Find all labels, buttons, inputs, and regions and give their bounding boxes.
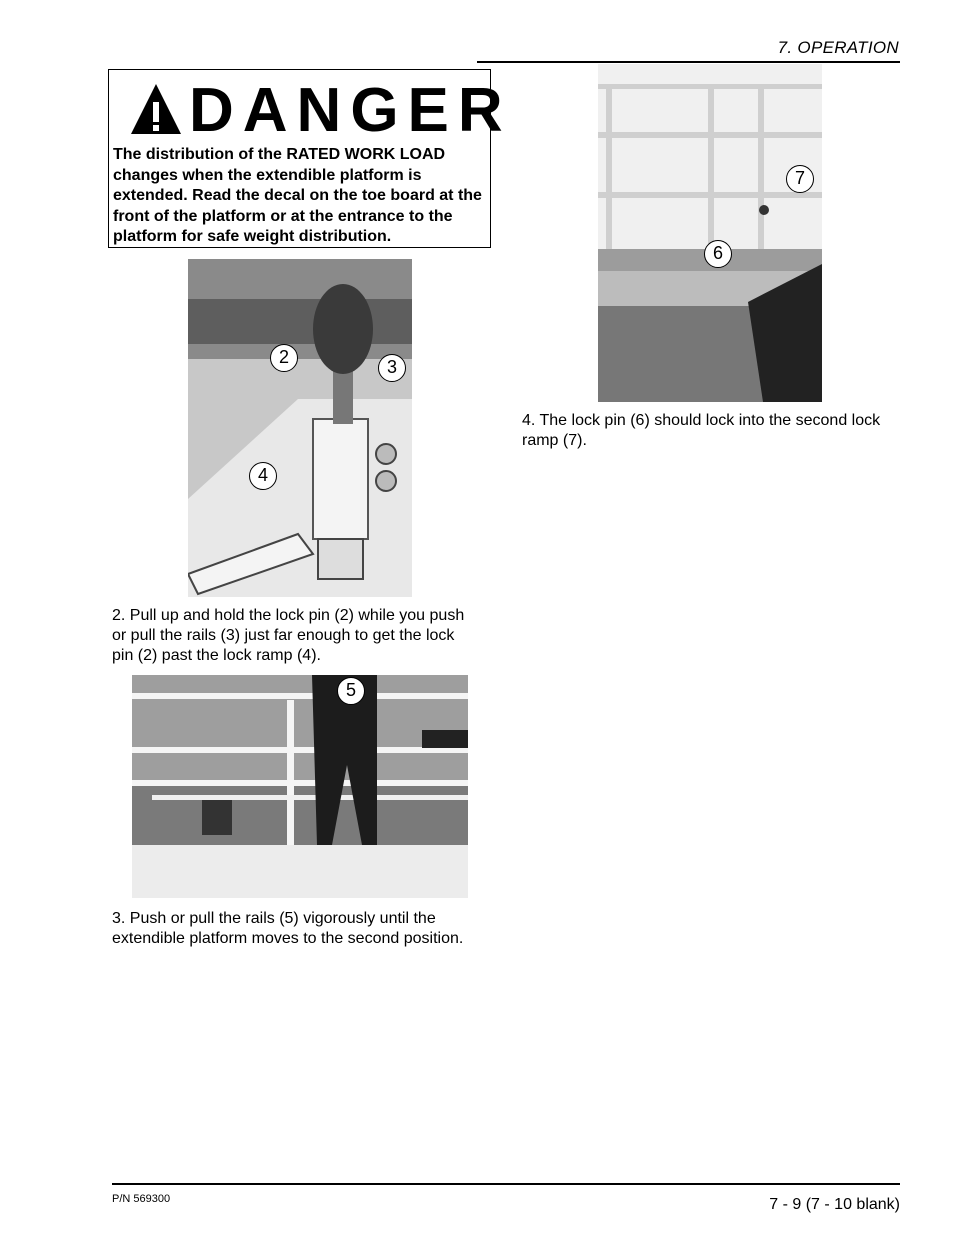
danger-box — [108, 69, 512, 248]
page-number: 7 - 9 (7 - 10 blank) — [769, 1196, 900, 1213]
warning-triangle-icon — [129, 82, 183, 136]
section-title: 7. OPERATION — [777, 38, 899, 57]
header-rule — [477, 61, 900, 63]
lock-pin-photo — [188, 259, 412, 597]
callout-2: 2 — [270, 344, 298, 372]
lock-ramp-photo — [598, 64, 822, 402]
step-2-text: 2. Pull up and hold the lock pin (2) while you push or pull the rails (3) just far enough to get the lock pin (2) past the lock ramp (4). — [112, 607, 465, 664]
callout-4: 4 — [249, 462, 277, 490]
footer-rule — [112, 1183, 900, 1185]
part-number: P/N 569300 — [112, 1193, 171, 1205]
callout-3: 3 — [378, 354, 406, 382]
danger-title: DANGER — [189, 76, 512, 145]
callout-7: 7 — [786, 165, 814, 193]
callout-6: 6 — [704, 240, 732, 268]
danger-text: The distribution of the RATED WORK LOAD changes when the extendible platform is extended. Read the decal on the toe board at the front of the platform or at the entrance to the platform for safe weight distribution. — [113, 146, 482, 245]
step-3-text: 3. Push or pull the rails (5) vigorously until the extendible platform moves to the second position. — [112, 910, 464, 947]
step-4-text: 4. The lock pin (6) should lock into the second lock ramp (7). — [522, 412, 881, 449]
callout-5: 5 — [337, 677, 365, 705]
rails-photo — [132, 675, 468, 898]
